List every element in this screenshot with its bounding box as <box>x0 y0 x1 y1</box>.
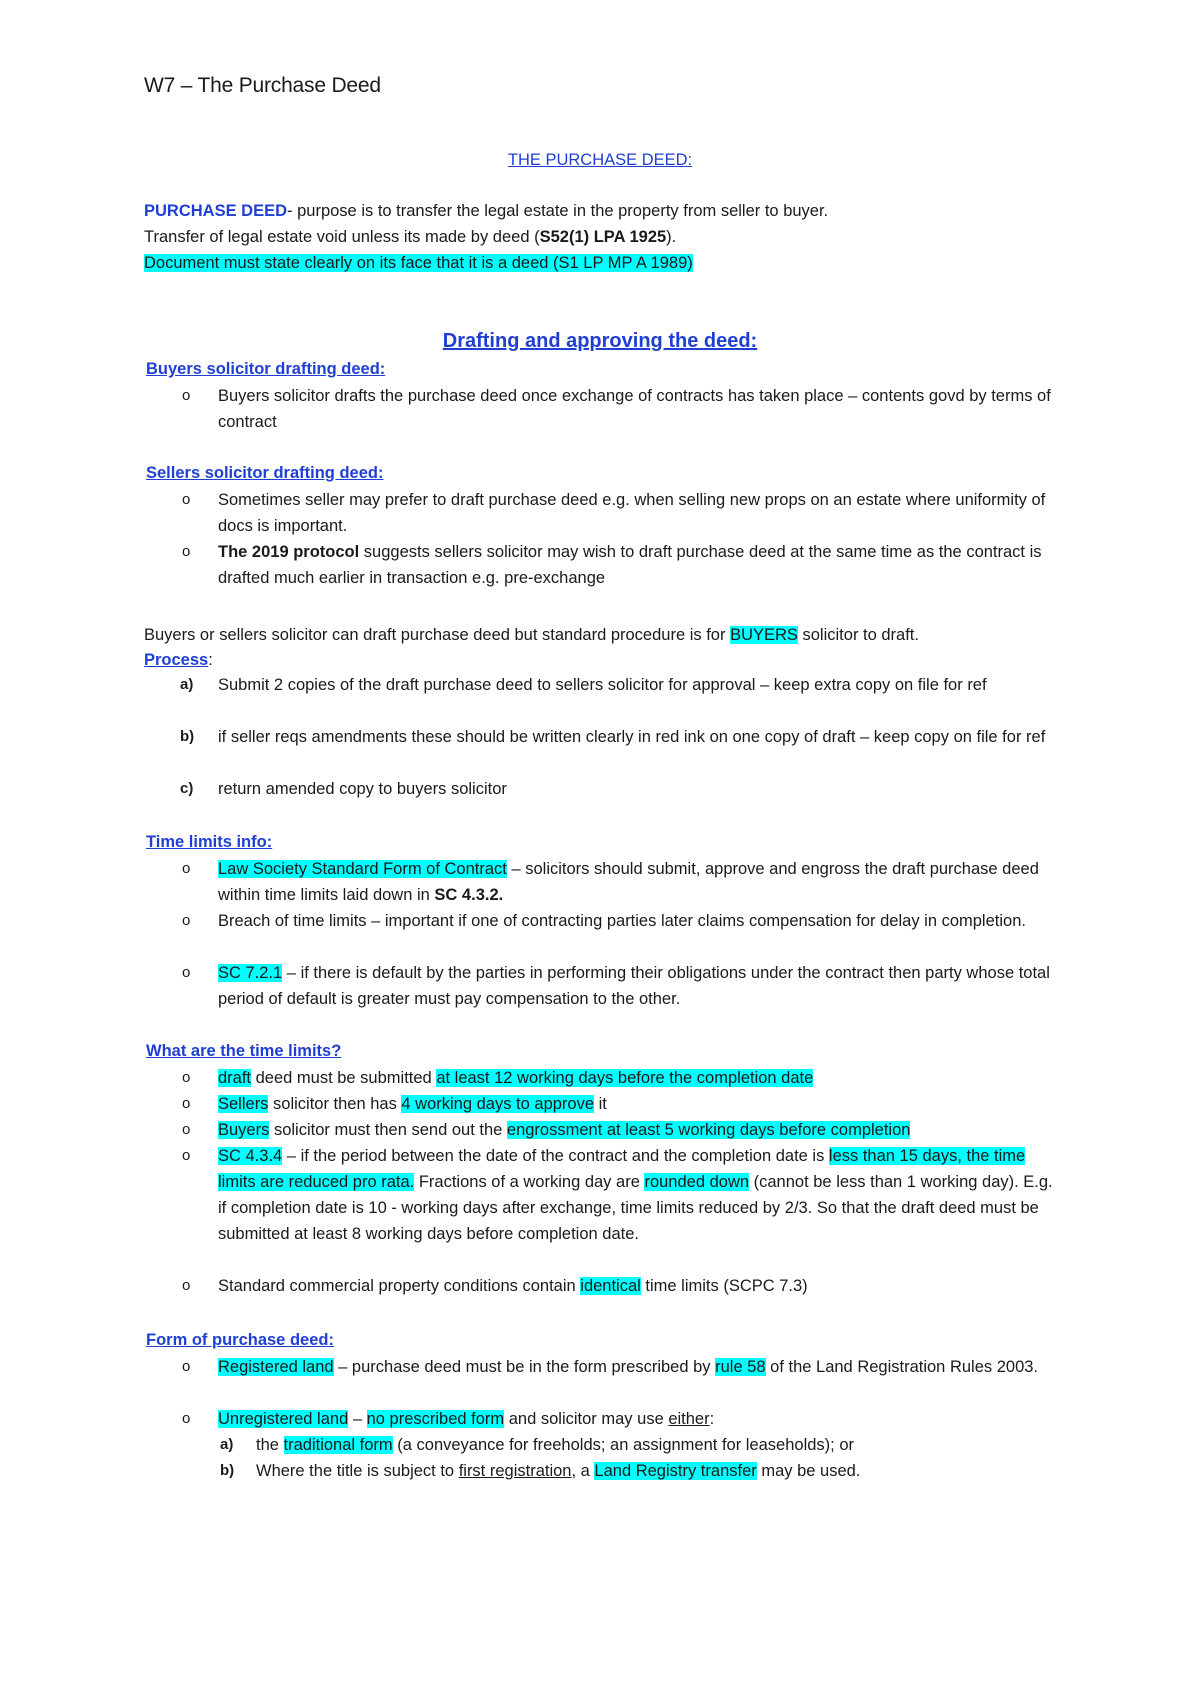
form-sub-b-text-post: may be used. <box>756 1462 861 1480</box>
form-item-2-text-a: – <box>348 1410 367 1428</box>
list-item <box>180 672 1058 698</box>
list-item <box>182 539 1058 591</box>
list-item <box>182 383 1058 435</box>
limits-item-3-text: solicitor must then send out the <box>269 1121 507 1139</box>
list-item <box>180 776 1058 802</box>
time-info-item-3-text: – if there is default by the parties in performing their obligations under the contract then party whose total period of default is greater must pay compensation to the other. <box>218 964 1050 1008</box>
highlight-identical: identical <box>580 1277 641 1295</box>
standard-highlight-buyers: BUYERS <box>730 626 798 644</box>
limits-item-4-text-c: (cannot be less than 1 working day). E.g. if completion date is 10 - working days after exchange, time limits reduced by 2/3. So that the draft deed must be submitted at least 8 working days before completion date. <box>218 1173 1053 1243</box>
list-item <box>182 1143 1058 1247</box>
bullet-icon: o <box>182 912 191 929</box>
bullet-icon: o <box>182 1121 191 1138</box>
process-colon: : <box>208 651 213 669</box>
form-sub-b-text-pre: Where the title is subject to <box>256 1462 459 1480</box>
intro-purpose: - purpose is to transfer the legal estate in the property from seller to buyer. <box>287 202 829 220</box>
buyers-item-text: Buyers solicitor drafts the purchase deed once exchange of contracts has taken place – contents govd by terms of contract <box>218 387 1051 431</box>
highlight-buyers: Buyers <box>218 1121 270 1139</box>
highlight-law-society-form: Law Society Standard Form of Contract <box>218 860 507 878</box>
highlight-rule-58: rule 58 <box>715 1358 766 1376</box>
list-item <box>182 1065 1058 1091</box>
subheading-what-are-time-limits: What are the time limits? <box>146 1042 342 1060</box>
subheading-form-of-purchase-deed: Form of purchase deed: <box>146 1331 334 1349</box>
process-item-a-text: Submit 2 copies of the draft purchase deed to sellers solicitor for approval – keep extra copy on file for ref <box>218 676 987 694</box>
time-info-item-1-text: – solicitors should submit, approve and engross the draft purchase deed within time limits laid down in <box>218 860 1039 904</box>
document-title: W7 – The Purchase Deed <box>144 74 381 97</box>
bullet-icon: o <box>182 543 191 560</box>
highlight-12-working-days: at least 12 working days before the completion date <box>436 1069 814 1087</box>
standard-text-b: solicitor to draft. <box>797 626 919 644</box>
list-item <box>182 1091 1058 1117</box>
highlight-engrossment: engrossment at least 5 working days before completion <box>506 1121 911 1139</box>
highlight-rounded-down: rounded down <box>644 1173 750 1191</box>
limits-item-2-text: solicitor then has <box>268 1095 402 1113</box>
list-item <box>182 1273 1058 1299</box>
protocol-2019-label: The 2019 protocol <box>218 543 360 561</box>
list-marker-a: a) <box>220 1436 234 1453</box>
form-item-2-text-b: and solicitor may use <box>504 1410 669 1428</box>
form-item-1-text-b: of the Land Registration Rules 2003. <box>765 1358 1039 1376</box>
highlight-less-than-15-days: less than 15 days, the time limits are reduced pro rata. <box>218 1147 1026 1191</box>
limits-item-5-text-a: Standard commercial property conditions contain <box>218 1277 581 1295</box>
list-marker-c: c) <box>180 780 194 797</box>
list-marker-a: a) <box>180 676 194 693</box>
highlight-sellers: Sellers <box>218 1095 269 1113</box>
heading-drafting-approving: Drafting and approving the deed: <box>442 330 758 352</box>
form-item-2-colon: : <box>709 1410 715 1428</box>
list-marker-b: b) <box>180 728 195 745</box>
time-info-item-2-text: Breach of time limits – important if one of contracting parties later claims compensation for delay in completion. <box>218 912 1026 930</box>
list-item <box>220 1458 1056 1484</box>
list-item <box>182 856 1058 908</box>
limits-item-5-text-b: time limits (SCPC 7.3) <box>640 1277 808 1295</box>
limits-item-1-text: deed must be submitted <box>251 1069 437 1087</box>
list-marker-b: b) <box>220 1462 235 1479</box>
highlight-sc-4-3-4: SC 4.3.4 <box>218 1147 283 1165</box>
standard-procedure-line <box>144 624 919 646</box>
ref-sc-4-3-2: SC 4.3.2. <box>434 886 504 904</box>
underlined-either: either <box>668 1410 710 1428</box>
underlined-first-registration: first registration <box>458 1462 572 1480</box>
list-item <box>180 724 1058 750</box>
statute-ref-s52: S52(1) LPA 1925 <box>539 228 667 246</box>
bullet-icon: o <box>182 1358 191 1375</box>
bullet-icon: o <box>182 1147 191 1164</box>
subheading-time-limits-info: Time limits info: <box>146 833 273 851</box>
limits-item-2-end: it <box>594 1095 607 1113</box>
bullet-icon: o <box>182 1277 191 1294</box>
limits-item-4-text-b: Fractions of a working day are <box>414 1173 645 1191</box>
highlight-unregistered-land: Unregistered land <box>218 1410 349 1428</box>
list-item <box>182 1117 1058 1143</box>
intro-line-2-end: ). <box>666 228 677 246</box>
sellers-item-1-text: Sometimes seller may prefer to draft purchase deed e.g. when selling new props on an estate where uniformity of docs is important. <box>218 491 1046 535</box>
highlight-4-working-days: 4 working days to approve <box>401 1095 595 1113</box>
highlight-land-registry-transfer: Land Registry transfer <box>594 1462 757 1480</box>
highlight-traditional-form: traditional form <box>283 1436 393 1454</box>
form-item-1-text-a: – purchase deed must be in the form prescribed by <box>333 1358 716 1376</box>
form-sub-a-text-pre: the <box>256 1436 284 1454</box>
standard-text-a: Buyers or sellers solicitor can draft purchase deed but standard procedure is for <box>144 626 731 644</box>
highlight-registered-land: Registered land <box>218 1358 334 1376</box>
bullet-icon: o <box>182 387 191 404</box>
list-item <box>182 960 1058 1012</box>
list-item <box>220 1432 1056 1458</box>
intro-term: PURCHASE DEED <box>144 202 288 220</box>
highlight-draft: draft <box>218 1069 252 1087</box>
form-sub-b-text-mid: , a <box>571 1462 595 1480</box>
form-sub-a-text-post: (a conveyance for freeholds; an assignment for leaseholds); or <box>392 1436 855 1454</box>
intro-line-2-text: Transfer of legal estate void unless its made by deed ( <box>144 228 540 246</box>
subheading-sellers-solicitor: Sellers solicitor drafting deed: <box>146 464 384 482</box>
intro-line-1 <box>144 200 828 222</box>
intro-highlight-deed-statement: Document must state clearly on its face that it is a deed (S1 LP MP A 1989) <box>144 254 693 272</box>
list-item <box>182 908 1058 934</box>
highlight-no-prescribed-form: no prescribed form <box>366 1410 505 1428</box>
bullet-icon: o <box>182 860 191 877</box>
bullet-icon: o <box>182 1095 191 1112</box>
bullet-icon: o <box>182 1410 191 1427</box>
process-item-c-text: return amended copy to buyers solicitor <box>218 780 507 798</box>
subheading-process: Process <box>144 651 209 669</box>
limits-item-4-text-a: – if the period between the date of the contract and the completion date is <box>282 1147 829 1165</box>
process-heading-line <box>144 649 213 671</box>
list-item <box>182 1354 1058 1380</box>
list-item <box>182 487 1058 539</box>
sellers-item-2-text: suggests sellers solicitor may wish to draft purchase deed at the same time as the contract is drafted much earlier in transaction e.g. pre-exchange <box>218 543 1042 587</box>
intro-line-2 <box>144 226 676 248</box>
bullet-icon: o <box>182 491 191 508</box>
subheading-buyers-solicitor: Buyers solicitor drafting deed: <box>146 360 386 378</box>
section-heading-purchase-deed: THE PURCHASE DEED: <box>507 151 693 169</box>
process-item-b-text: if seller reqs amendments these should be written clearly in red ink on one copy of draft – keep copy on file for ref <box>218 728 1046 746</box>
list-item <box>182 1406 1058 1432</box>
bullet-icon: o <box>182 964 191 981</box>
intro-line-3 <box>144 252 693 274</box>
bullet-icon: o <box>182 1069 191 1086</box>
highlight-sc-7-2-1: SC 7.2.1 <box>218 964 283 982</box>
